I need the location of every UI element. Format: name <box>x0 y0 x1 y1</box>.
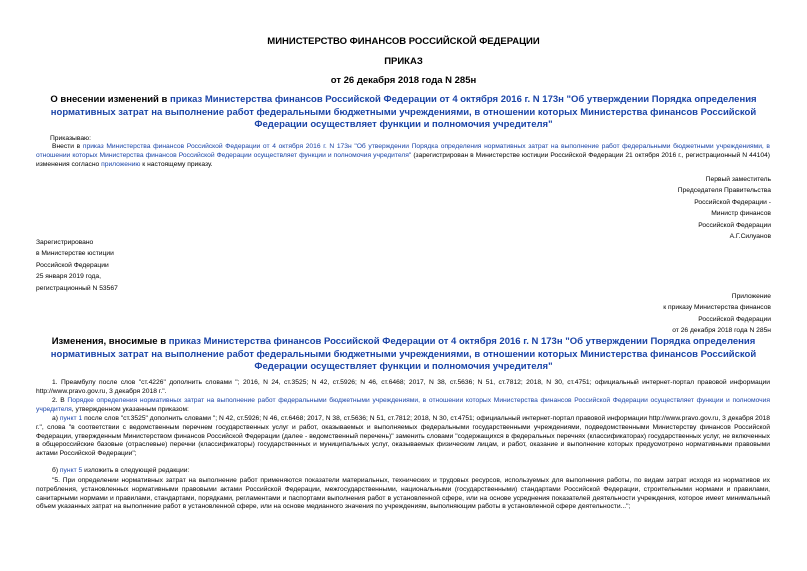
item-2a <box>36 415 770 459</box>
order-paragraph <box>36 143 770 169</box>
signature-line: Первый заместитель <box>705 176 771 183</box>
title-prefix: О внесении изменений в <box>50 94 170 105</box>
signature-line: Министр финансов <box>711 210 771 218</box>
procedure-link[interactable]: Порядке определения нормативных затрат на выполнение работ федеральными бюджетными учреждениями, в отношении которых Министерства финансов Российской Федерации осуществляет функции и полномочия учредителя <box>36 397 770 413</box>
changes-title-prefix: Изменения, вносимые в <box>51 336 169 347</box>
appendix-link[interactable]: приложению <box>101 160 141 168</box>
signature-line: Председателя Правительства <box>677 187 771 195</box>
registration-line: 25 января 2019 года, <box>36 273 102 281</box>
title-order-link[interactable]: приказ Министерства финансов Российской Федерации от 4 октября 2016 г. N 173н "Об утверждении Порядка определения нормативных затрат на выполнение работ федеральными бюджетными учреждениями, в отношении которых Министерства финансов Российской Федерации осуществляет функции и полномочия учредителя" <box>50 94 757 130</box>
item-2-post: , утвержденном указанным приказом: <box>71 405 189 413</box>
item-2b <box>36 467 770 476</box>
signature-line: А.Г.Силуанов <box>729 233 771 241</box>
clause-1-link[interactable]: пункт 1 <box>59 415 83 422</box>
signature-block <box>678 174 771 242</box>
item-2-pre: 2. В <box>52 397 68 404</box>
page-title <box>36 94 771 132</box>
changes-title-link[interactable]: приказ Министерства финансов Российской Федерации от 4 октября 2016 г. N 173н "Об утверждении Порядка определения нормативных затрат на выполнение работ федеральными бюджетными учреждениями, в отношении которых Министерства финансов Российской Федерации осуществляет функции и полномочия учредителя" <box>50 336 757 372</box>
registration-line: регистрационный N 53567 <box>36 284 118 292</box>
date-number-heading: от 26 декабря 2018 года N 285н <box>330 75 477 86</box>
order-p1-pre: Внести в <box>52 143 83 150</box>
item-2a-text: после слов "ст.3525" дополнить словами "; N 42, ст.5926; N 46, ст.6468; 2017, N 38, ст.5636; N 51, ст.7812; 2018, N 30, ст.4751; официальный интернет-портал правовой информации http://www.pravo.gov.ru, 3 декабря 2018 г.", слова "в соответствии с ведомственным перечнем государственных услуг и работ, оказываемых и выполняемых федеральными государственными учреждениями, подведомственными Министерству финансов Российской Федерации, утвержденным Министерством финансов Российской Федерации (далее - ведомственный перечень)" заменить словами "содержащихся в федеральных перечнях (классификаторах) государственных услуг, не включенных в общероссийские базовые (отраслевые) перечни (классификаторы) государственных и муниципальных услуг, оказываемых физическим лицам, и работ, оказание и выполнение которых предусмотрено нормативными правовыми актами Российской Федерации"; <box>36 415 770 458</box>
order-lead: Приказываю: <box>50 135 91 142</box>
item-2a-pre: а) <box>52 415 60 422</box>
appendix-line: Российской Федерации <box>698 315 771 323</box>
appendix-line: от 26 декабря 2018 года N 285н <box>672 327 771 335</box>
clause-5-link[interactable]: пункт 5 <box>59 467 83 474</box>
order-ref-link[interactable]: приказ Министерства финансов Российской Федерации от 4 октября 2016 г. N 173н "Об утверждении Порядка определения нормативных затрат на выполнение работ федеральными бюджетными учреждениями, в отношении которых Министерства финансов Российской Федерации осуществляет функции и полномочия учредителя" <box>36 143 770 159</box>
order-p1-mid: (зарегистрирован в Министерстве юстиции Российской Федерации 21 октября 2016 г., регистрационный N 44104) изменения согласно <box>36 151 770 168</box>
registration-line: Российской Федерации <box>36 261 109 269</box>
changes-title <box>36 336 771 374</box>
appendix-block <box>663 291 771 337</box>
item-2 <box>36 397 770 415</box>
item-2b-text: изложить в следующей редакции: <box>82 467 190 474</box>
appendix-line: Приложение <box>731 293 771 300</box>
doc-type-heading: ПРИКАЗ <box>384 56 423 67</box>
ministry-heading: МИНИСТЕРСТВО ФИНАНСОВ РОССИЙСКОЙ ФЕДЕРАЦИИ <box>267 36 540 47</box>
signature-line: Российской Федерации <box>698 221 771 229</box>
signature-line: Российской Федерации - <box>694 198 771 206</box>
registration-line: Зарегистрировано <box>36 239 94 246</box>
quoted-clause-5: "5. При определении нормативных затрат на выполнение работ применяются показатели материальных, технических и трудовых ресурсов, используемых для выполнения работы, по видам затрат исходя из нормативов их потребления, установленных нормативными правовыми актами Российской Федерации, межгосударственными, национальными (государственными) стандартами Российской Федерации, строительными нормами и правилами, санитарными нормами и правилами, стандартами, порядками, регламентами и паспортами выполнения работ в установленной сфере, или на основе усреднения показателей деятельности учреждения, которое имеет минимальный объем указанных затрат на выполнение работ в установленной сфере, или на основе медианного значения по учреждениям, выполняющим работы в установленной сфере деятельности..."; <box>36 477 770 511</box>
registration-block <box>36 237 118 294</box>
order-p1-post: к настоящему приказу. <box>140 160 213 168</box>
item-1: 1. Преамбулу после слов "ст.4226" дополнить словами "; 2016, N 24, ст.3525; N 42, ст.5926; N 46, ст.6468; 2017, N 38, ст.5636; N 51, ст.7812; 2018, N 30, ст.4751; официальный интернет-портал правовой информации http://www.pravo.gov.ru, 3 декабря 2018 г.". <box>36 379 770 395</box>
registration-line: в Министерстве юстиции <box>36 250 114 258</box>
appendix-line: к приказу Министерства финансов <box>663 304 771 312</box>
item-2b-pre: б) <box>52 467 60 474</box>
